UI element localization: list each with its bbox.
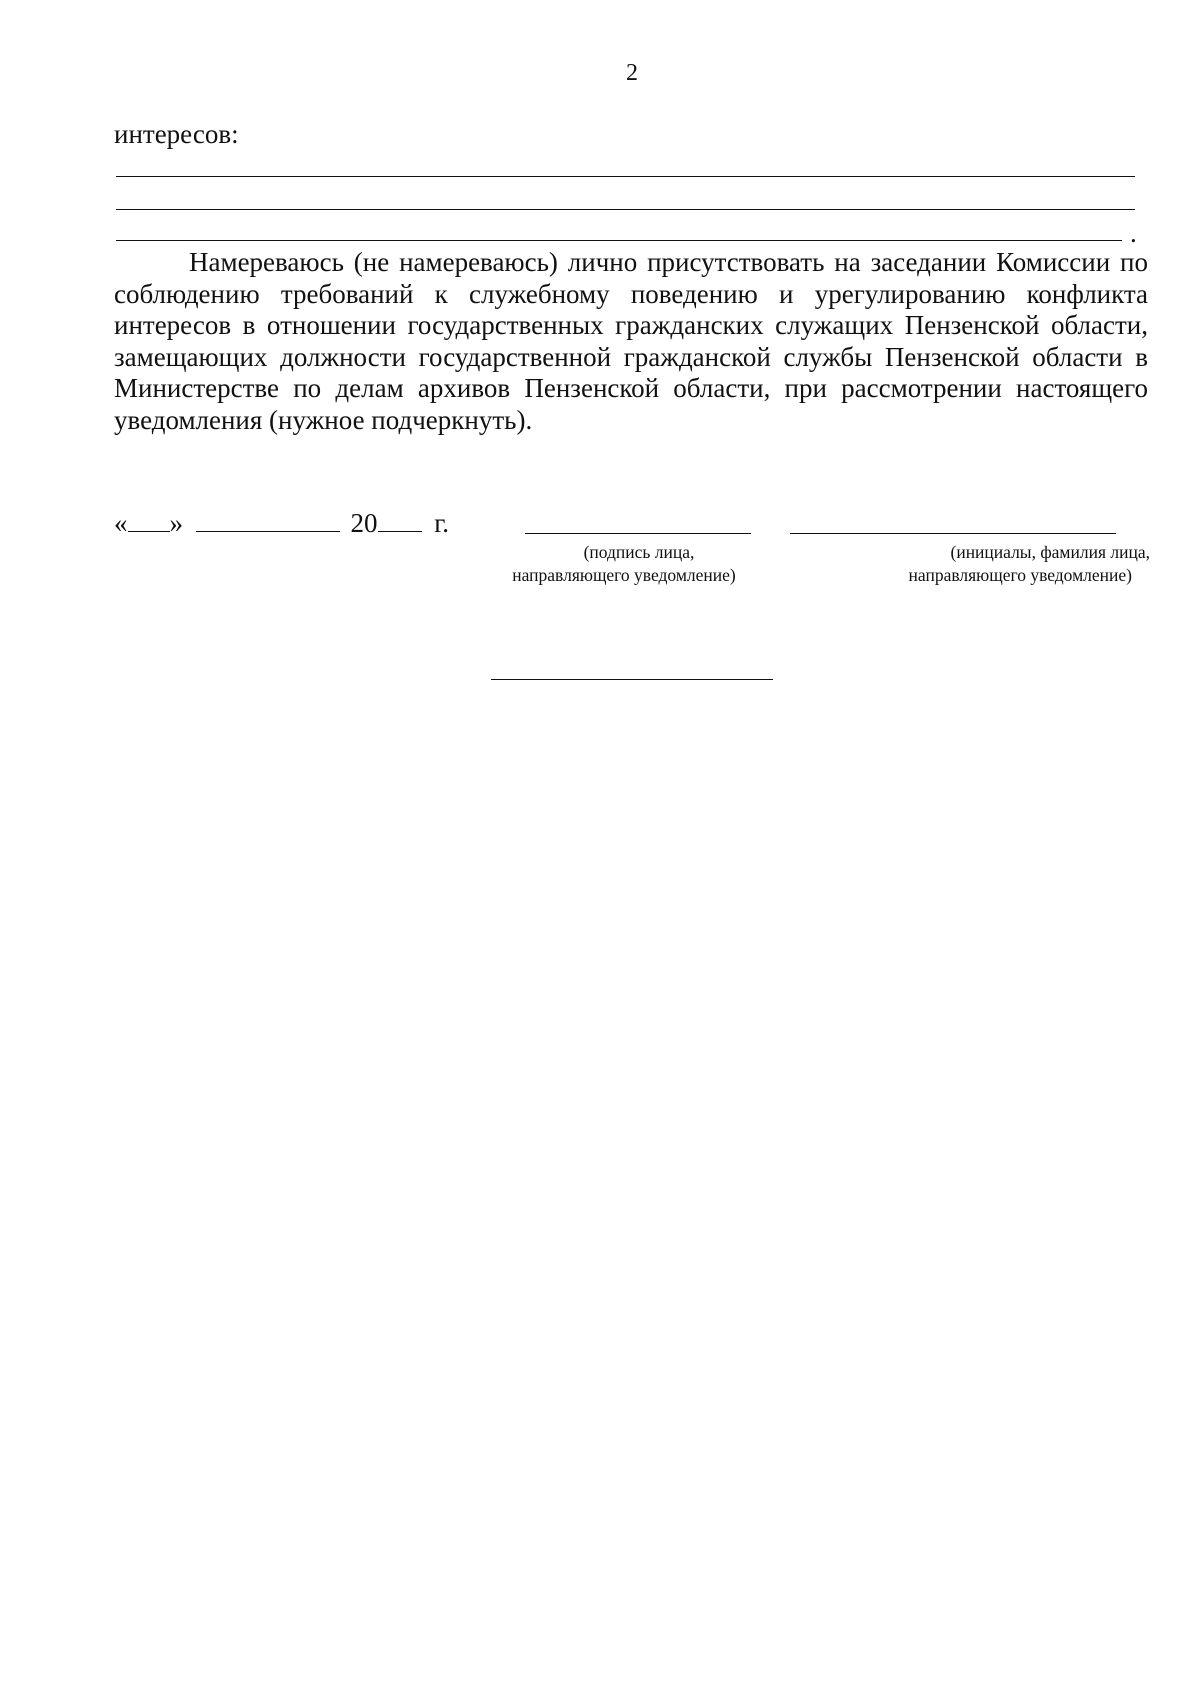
intro-word: интересов: [114, 119, 239, 149]
date-close-quote: » [169, 508, 183, 538]
month-blank [196, 511, 340, 532]
day-blank [128, 511, 170, 532]
signature-caption [493, 541, 755, 587]
closing-rule [491, 679, 773, 680]
page-number: 2 [626, 60, 638, 86]
signature-caption-line1: (подпись лица, [583, 542, 695, 562]
signature-line [525, 533, 751, 534]
attendance-paragraph: Намереваюсь (не намереваюсь) лично присутствовать на заседании Комиссии по соблюдению требований к служебному поведению и урегулированию конфликта интересов в отношении государственных гражданских служащих Пензенской области, замещающих должности государственной гражданской службы Пензенской области в Министерстве по делам архивов Пензенской области, при рассмотрении настоящего уведомления (нужное подчеркнуть). [114, 247, 1148, 435]
signature-caption-line2: направляющего уведомление) [512, 565, 736, 585]
year-suffix: г. [434, 508, 450, 538]
blank-line [116, 240, 1122, 241]
name-caption-line1: (инициалы, фамилия лица, [950, 542, 1150, 562]
year-century: 20 [350, 508, 378, 538]
year-blank [378, 511, 422, 532]
blank-lines-end-mark: . [1130, 218, 1137, 248]
name-line [790, 533, 1116, 534]
blank-line [116, 176, 1135, 177]
blank-line [116, 209, 1135, 210]
date-field [114, 508, 449, 539]
name-caption-line2: направляющего уведомление) [908, 565, 1132, 585]
date-open-quote: « [114, 508, 128, 538]
name-caption [866, 541, 1150, 587]
